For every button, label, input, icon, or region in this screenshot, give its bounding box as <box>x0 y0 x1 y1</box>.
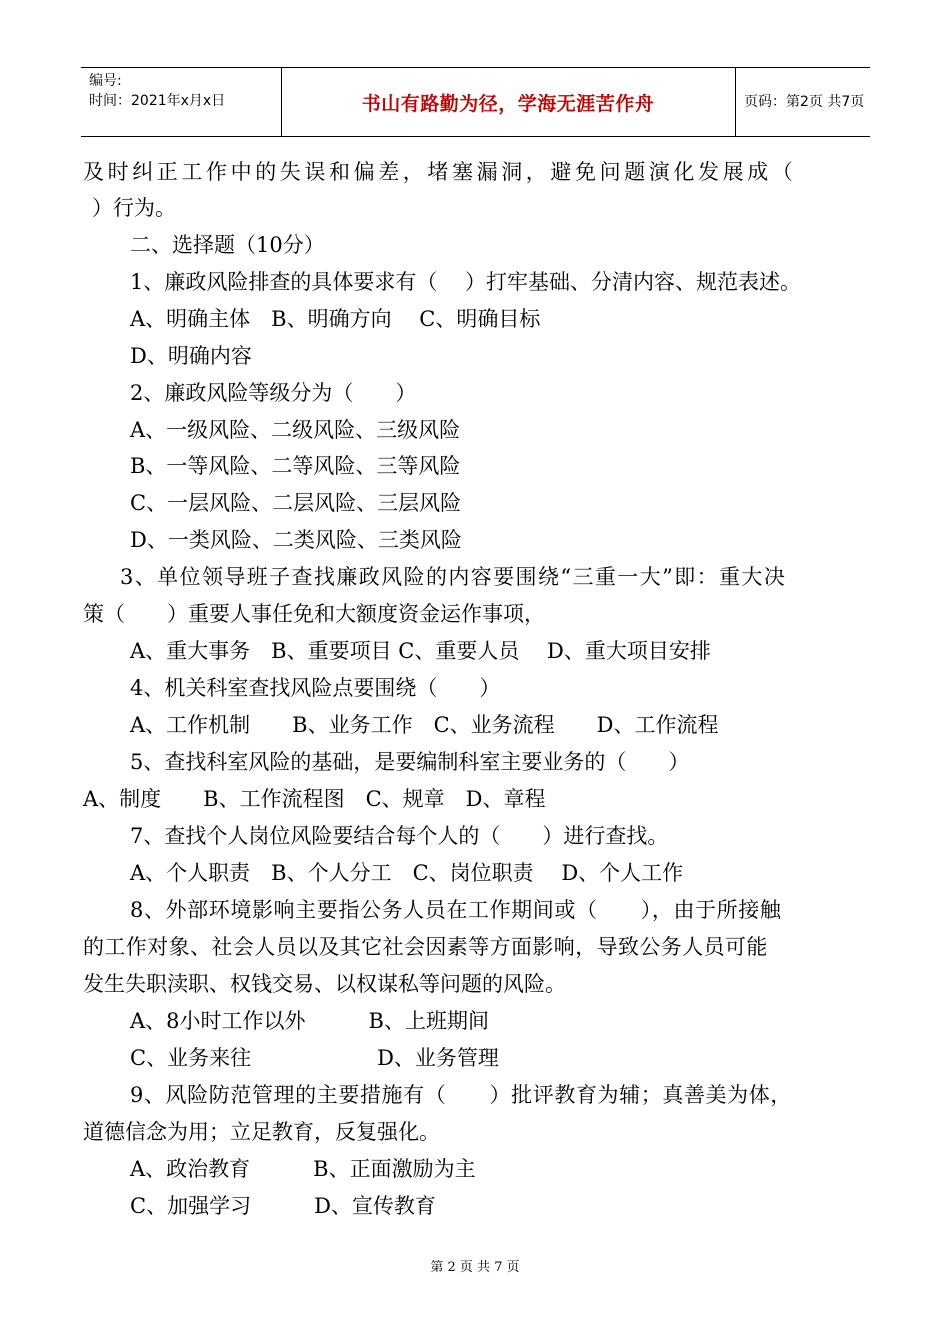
option-line: A、制度 B、工作流程图 C、规章 D、章程 <box>83 787 546 811</box>
option-line: A、工作机制 B、业务工作 C、业务流程 D、工作流程 <box>130 713 719 737</box>
question-line: 1、廉政风险排查的具体要求有（ ）打牢基础、分清内容、规范表述。 <box>130 270 802 294</box>
option-line: B、一等风险、二等风险、三等风险 <box>130 454 461 478</box>
option-line: D、一类风险、二类风险、三类风险 <box>130 528 462 552</box>
question-line: 的工作对象、社会人员以及其它社会因素等方面影响，导致公务人员可能 <box>83 935 768 959</box>
option-line: A、重大事务 B、重要项目 C、重要人员 D、重大项目安排 <box>130 639 711 663</box>
page-code: 页码：第2页 共7页 <box>744 94 865 110</box>
page-header <box>81 67 870 137</box>
option-line: A、政治教育 B、正面激励为主 <box>130 1157 476 1181</box>
header-left-cell <box>81 68 282 136</box>
question-line: 发生失职渎职、权钱交易、以权谋私等问题的风险。 <box>83 972 566 996</box>
section-heading: 二、选择题（10分） <box>130 233 325 257</box>
question-line: 4、机关科室查找风险点要围绕（ ） <box>130 676 501 700</box>
option-line: C、一层风险、二层风险、三层风险 <box>130 491 462 515</box>
question-line: 道德信念为用；立足教育，反复强化。 <box>83 1120 440 1144</box>
motto-text: 书山有路勤为径，学海无涯苦作舟 <box>361 92 655 115</box>
text-line: ）行为。 <box>92 196 176 220</box>
question-line: 8、外部环境影响主要指公务人员在工作期间或（ ），由于所接触 <box>130 898 782 922</box>
option-line: A、个人职责 B、个人分工 C、岗位职责 D、个人工作 <box>130 861 684 885</box>
footer-page-number: 第 2 页 共 7 页 <box>430 1260 520 1275</box>
question-line: 策（ ）重要人事任免和大额度资金运作事项， <box>83 602 545 626</box>
text-line: 及时纠正工作中的失误和偏差，堵塞漏洞，避免问题演化发展成（ <box>83 160 797 184</box>
question-line: 5、查找科室风险的基础，是要编制科室主要业务的（ ） <box>130 750 690 774</box>
option-line: A、8小时工作以外 B、上班期间 <box>130 1009 489 1033</box>
header-right-cell <box>736 68 870 136</box>
header-motto-cell <box>281 68 736 136</box>
option-line: A、一级风险、二级风险、三级风险 <box>130 418 461 442</box>
question-line: 3、单位领导班子查找廉政风险的内容要围绕“三重一大”即：重大决 <box>120 565 787 589</box>
option-line: C、业务来往 D、业务管理 <box>130 1046 499 1070</box>
number-label: 编号: <box>89 73 122 89</box>
option-line: D、明确内容 <box>130 344 252 368</box>
question-line: 2、廉政风险等级分为（ ） <box>130 381 417 405</box>
option-line: A、明确主体 B、明确方向 C、明确目标 <box>130 307 541 331</box>
option-line: C、加强学习 D、宣传教育 <box>130 1194 436 1218</box>
page-footer <box>0 1256 950 1275</box>
date-label: 时间：2021年x月x日 <box>89 93 226 109</box>
question-line: 9、风险防范管理的主要措施有（ ）批评教育为辅；真善美为体， <box>130 1083 792 1107</box>
question-line: 7、查找个人岗位风险要结合每个人的（ ）进行查找。 <box>130 824 669 848</box>
